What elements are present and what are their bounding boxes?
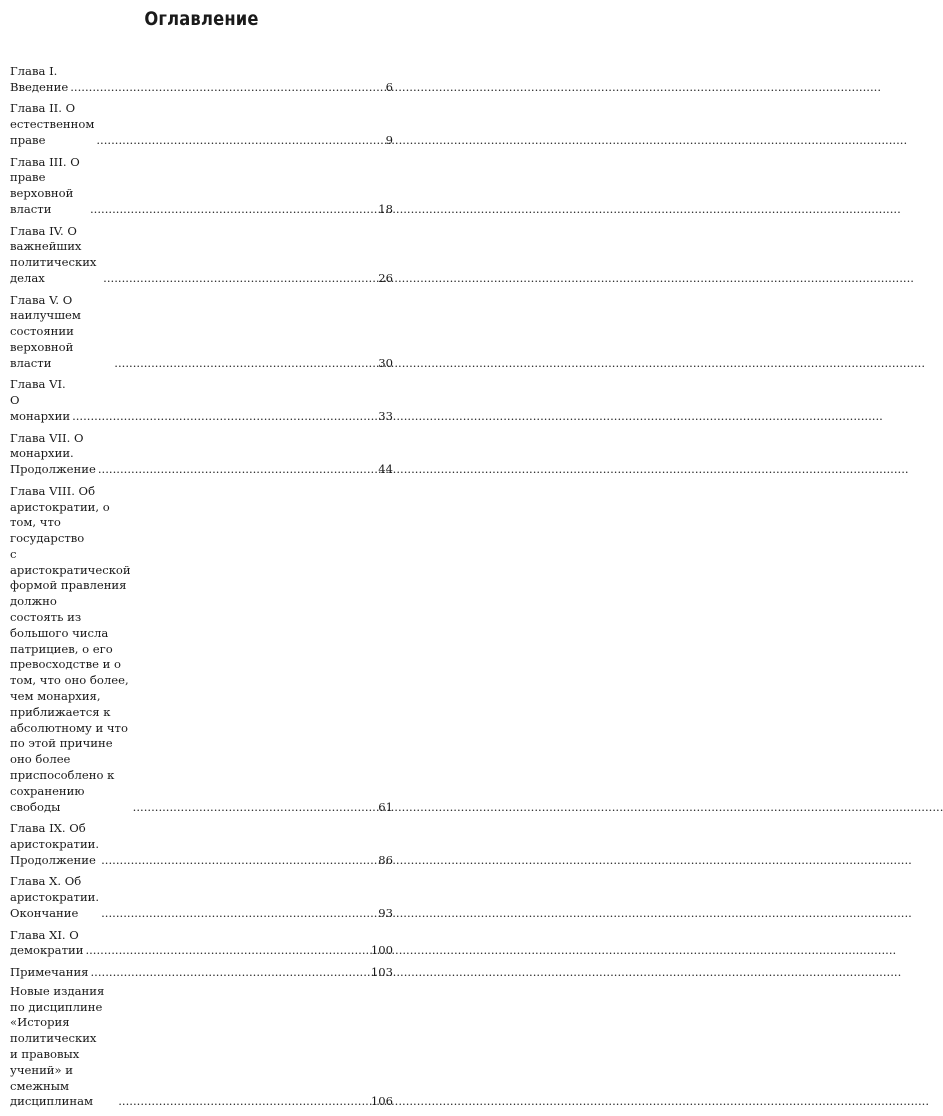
- dot-leader: [101, 853, 376, 869]
- toc-entry-page: 86: [378, 852, 393, 867]
- toc-entry-page: 103: [370, 965, 393, 979]
- dot-leader: [101, 906, 376, 922]
- table-of-contents: [10, 64, 393, 1116]
- toc-entry-page: 9: [385, 132, 393, 147]
- toc-entry-page: 26: [378, 270, 393, 285]
- toc-entry-title: Глава X. Об аристократии. Окончание: [10, 874, 100, 921]
- toc-entry-page: 6: [385, 79, 393, 94]
- dot-leader: [103, 271, 376, 287]
- toc-entry-1[interactable]: [10, 64, 393, 96]
- dot-leader: [72, 409, 376, 425]
- toc-entry-6[interactable]: [10, 377, 393, 424]
- toc-entry-page: 33: [378, 408, 393, 423]
- dot-leader: [118, 1094, 369, 1110]
- toc-entry-title: Новые издания по дисциплине «История политических и правовых учений» и смежным дисциплинам: [10, 983, 105, 1109]
- toc-entry-title: Глава III. О праве верховной власти: [10, 154, 80, 216]
- toc-entry-13[interactable]: [10, 984, 393, 1110]
- dot-leader: [90, 965, 368, 981]
- toc-entry-7[interactable]: [10, 431, 393, 478]
- toc-entry-page: 100: [370, 943, 393, 958]
- toc-entry-8[interactable]: [10, 484, 393, 816]
- book-page: [0, 0, 403, 1109]
- toc-entry-4[interactable]: [10, 224, 393, 287]
- dot-leader: [133, 800, 377, 816]
- toc-entry-title: Примечания: [10, 965, 89, 979]
- dot-leader: [90, 202, 376, 218]
- dot-leader: [85, 943, 368, 959]
- toc-entry-page: 106: [370, 1094, 393, 1109]
- toc-entry-11[interactable]: [10, 928, 393, 960]
- toc-entry-page: 30: [378, 355, 393, 370]
- toc-entry-title: Глава IV. О важнейших политических делах: [10, 223, 97, 285]
- toc-entry-title: Глава VIII. Об аристократии, о том, что государство с аристократической формой правления должно состоять из большого числа патрициев, о его превосходстве и о том, что оно более, чем монархия, приближается к абсолютному и что по этой причине оно более приспособлено к сохранению свободы: [10, 483, 131, 814]
- page-title: Оглавление: [144, 8, 259, 30]
- toc-entry-title: Глава VII. О монархии. Продолжение: [10, 430, 96, 477]
- toc-entry-page: 44: [378, 462, 393, 477]
- toc-entry-title: Глава V. О наилучшем состоянии верховной власти: [10, 292, 81, 370]
- dot-leader: [114, 356, 376, 372]
- toc-entry-title: Глава IX. Об аристократии. Продолжение: [10, 821, 100, 867]
- toc-entry-title: Глава I. Введение: [10, 64, 69, 94]
- dot-leader: [70, 80, 383, 96]
- toc-entry-page: 61: [378, 799, 393, 814]
- toc-entry-10[interactable]: [10, 874, 393, 921]
- dot-leader: [96, 133, 383, 149]
- toc-entry-page: 93: [378, 906, 393, 921]
- toc-entry-12[interactable]: [10, 965, 393, 981]
- toc-entry-title: Глава II. О естественном праве: [10, 101, 95, 147]
- toc-entry-page: 18: [378, 201, 393, 216]
- toc-entry-title: Глава VI. О монархии: [10, 377, 71, 423]
- dot-leader: [98, 462, 376, 478]
- toc-entry-3[interactable]: [10, 155, 393, 218]
- toc-entry-2[interactable]: [10, 101, 393, 148]
- toc-entry-title: Глава XI. О демократии: [10, 927, 84, 958]
- toc-entry-9[interactable]: [10, 821, 393, 868]
- toc-entry-5[interactable]: [10, 293, 393, 372]
